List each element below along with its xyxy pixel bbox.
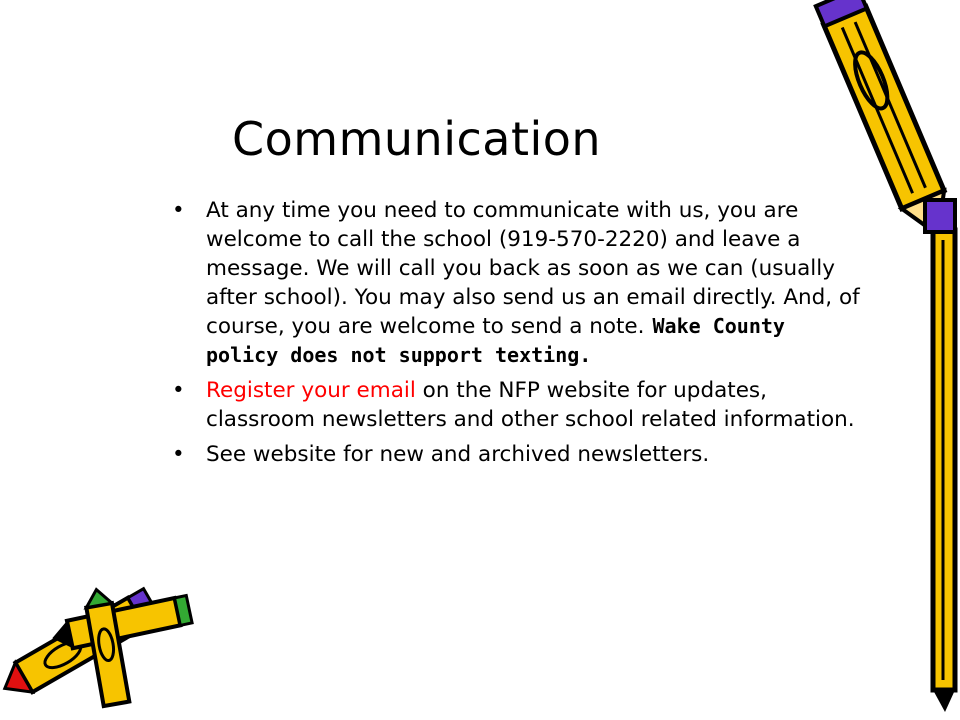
bullet-marker: • [172,442,185,467]
page-title: Communication [232,112,602,166]
texting-policy-text: Wake County policy does not support texting. [206,314,785,367]
register-email-text: Register your email [206,378,416,403]
bullet-marker: • [172,378,185,403]
bullet-list [172,196,862,475]
bullet-marker: • [172,198,185,223]
bullet-register [172,376,862,434]
bullet-text: See website for new and archived newsletters. [206,442,710,467]
bullet-text: At any time you need to communicate with us, you are welcome to call the school (919-570-2220) and leave a message. We will call you back as soon as we can (usually after school). You may also send us an email directly. And, of course, you are welcome to send a note. [206,198,860,339]
bullet-text: on the NFP website for updates, classroom newsletters and other school related information. [206,378,855,432]
bullet-contact [172,196,862,370]
bullet-newsletters [172,440,862,469]
pencils-icon [0,570,200,720]
